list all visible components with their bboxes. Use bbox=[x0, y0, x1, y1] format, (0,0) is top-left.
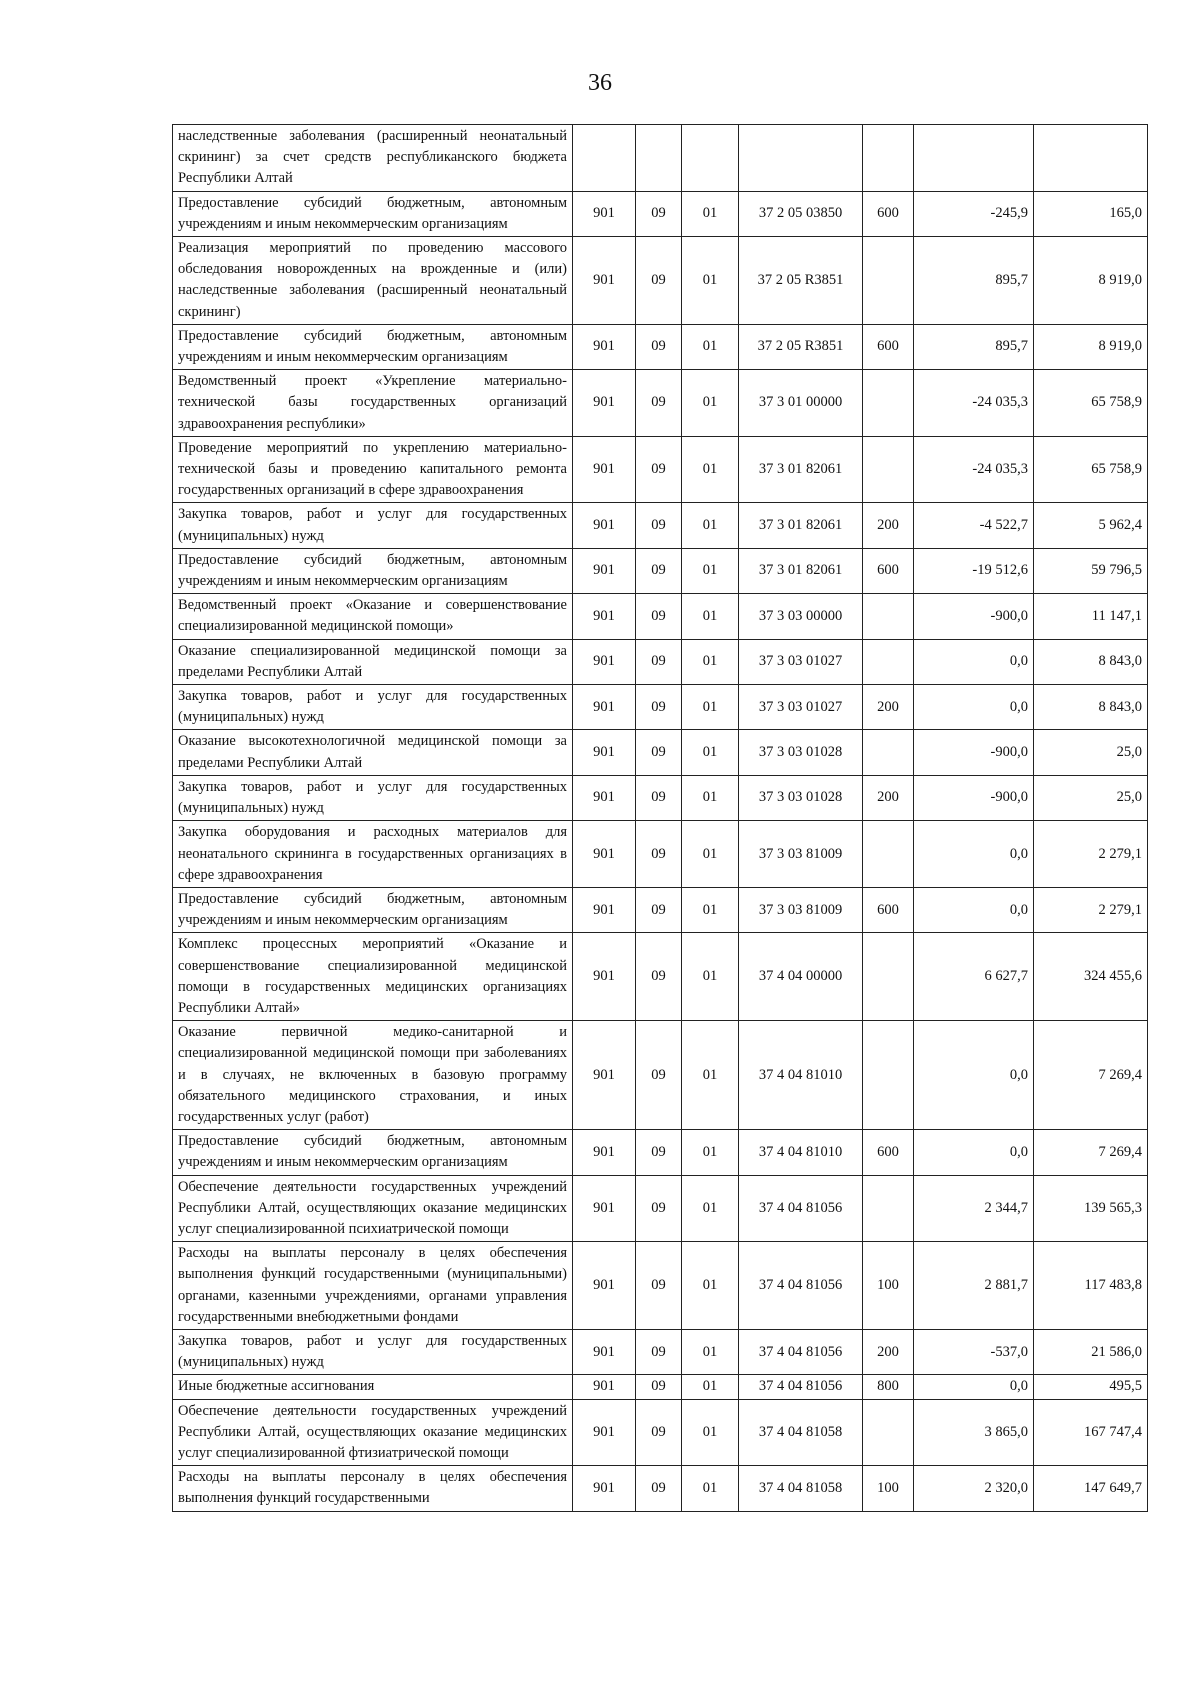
table-row bbox=[173, 775, 1148, 820]
cell-total-amount: 8 919,0 bbox=[1034, 237, 1148, 325]
cell-target-article: 37 4 04 81056 bbox=[739, 1375, 863, 1399]
cell-admin-code: 901 bbox=[573, 370, 636, 437]
cell-target-article: 37 4 04 81056 bbox=[739, 1242, 863, 1330]
cell-description: Ведомственный проект «Укрепление материально-технической базы государственных организаций здравоохранения республики» bbox=[173, 370, 573, 437]
cell-section: 09 bbox=[636, 237, 682, 325]
cell-subsection: 01 bbox=[682, 503, 739, 548]
cell-description: Оказание высокотехнологичной медицинской помощи за пределами Республики Алтай bbox=[173, 730, 573, 775]
cell-description: Предоставление субсидий бюджетным, автономным учреждениям и иным некоммерческим организациям bbox=[173, 1130, 573, 1175]
cell-subsection: 01 bbox=[682, 1466, 739, 1511]
cell-target-article: 37 2 05 03850 bbox=[739, 191, 863, 236]
cell-change-amount: 0,0 bbox=[914, 685, 1034, 730]
cell-section: 09 bbox=[636, 594, 682, 639]
cell-expense-type: 200 bbox=[863, 775, 914, 820]
cell-total-amount bbox=[1034, 125, 1148, 192]
cell-target-article: 37 4 04 81058 bbox=[739, 1466, 863, 1511]
cell-target-article: 37 3 03 81009 bbox=[739, 821, 863, 888]
cell-description: Закупка товаров, работ и услуг для государственных (муниципальных) нужд bbox=[173, 1329, 573, 1374]
cell-total-amount: 167 747,4 bbox=[1034, 1399, 1148, 1466]
table-row bbox=[173, 730, 1148, 775]
table-row bbox=[173, 639, 1148, 684]
cell-section: 09 bbox=[636, 436, 682, 503]
cell-admin-code: 901 bbox=[573, 685, 636, 730]
cell-target-article: 37 4 04 81058 bbox=[739, 1399, 863, 1466]
cell-change-amount: 0,0 bbox=[914, 1021, 1034, 1130]
table-row bbox=[173, 237, 1148, 325]
cell-description: Оказание первичной медико-санитарной и специализированной медицинской помощи при заболеваниях и в случаях, не включенных в базовую программу обязательного медицинского страхования, и иных государственных услуг (работ) bbox=[173, 1021, 573, 1130]
cell-change-amount: -245,9 bbox=[914, 191, 1034, 236]
cell-description: Закупка товаров, работ и услуг для государственных (муниципальных) нужд bbox=[173, 503, 573, 548]
cell-change-amount bbox=[914, 125, 1034, 192]
cell-subsection: 01 bbox=[682, 324, 739, 369]
cell-subsection: 01 bbox=[682, 1021, 739, 1130]
cell-expense-type bbox=[863, 1399, 914, 1466]
cell-expense-type: 600 bbox=[863, 324, 914, 369]
cell-admin-code: 901 bbox=[573, 933, 636, 1021]
cell-description: Закупка оборудования и расходных материалов для неонатального скрининга в государственных организациях в сфере здравоохранения bbox=[173, 821, 573, 888]
cell-section: 09 bbox=[636, 821, 682, 888]
table-body bbox=[173, 125, 1148, 1512]
cell-subsection: 01 bbox=[682, 1130, 739, 1175]
cell-description: Обеспечение деятельности государственных учреждений Республики Алтай, осуществляющих оказание медицинских услуг специализированной психиатрической помощи bbox=[173, 1175, 573, 1242]
cell-subsection: 01 bbox=[682, 548, 739, 593]
table-row bbox=[173, 821, 1148, 888]
cell-expense-type: 600 bbox=[863, 191, 914, 236]
cell-admin-code: 901 bbox=[573, 1021, 636, 1130]
cell-section: 09 bbox=[636, 191, 682, 236]
cell-expense-type: 800 bbox=[863, 1375, 914, 1399]
cell-admin-code: 901 bbox=[573, 1329, 636, 1374]
cell-change-amount: 6 627,7 bbox=[914, 933, 1034, 1021]
cell-subsection: 01 bbox=[682, 436, 739, 503]
cell-subsection: 01 bbox=[682, 933, 739, 1021]
cell-admin-code: 901 bbox=[573, 887, 636, 932]
cell-section: 09 bbox=[636, 1399, 682, 1466]
cell-subsection bbox=[682, 125, 739, 192]
budget-table bbox=[172, 124, 1148, 1512]
table-row bbox=[173, 503, 1148, 548]
cell-change-amount: 0,0 bbox=[914, 1130, 1034, 1175]
table-row bbox=[173, 548, 1148, 593]
cell-subsection: 01 bbox=[682, 775, 739, 820]
cell-admin-code: 901 bbox=[573, 821, 636, 888]
cell-expense-type bbox=[863, 237, 914, 325]
cell-section: 09 bbox=[636, 503, 682, 548]
cell-description: Предоставление субсидий бюджетным, автономным учреждениям и иным некоммерческим организациям bbox=[173, 324, 573, 369]
cell-section: 09 bbox=[636, 1375, 682, 1399]
cell-section bbox=[636, 125, 682, 192]
cell-target-article: 37 2 05 R3851 bbox=[739, 237, 863, 325]
cell-admin-code: 901 bbox=[573, 436, 636, 503]
cell-expense-type bbox=[863, 730, 914, 775]
cell-target-article: 37 4 04 81056 bbox=[739, 1175, 863, 1242]
table-row bbox=[173, 324, 1148, 369]
cell-description: Иные бюджетные ассигнования bbox=[173, 1375, 573, 1399]
table-row bbox=[173, 436, 1148, 503]
cell-expense-type: 600 bbox=[863, 548, 914, 593]
cell-expense-type bbox=[863, 125, 914, 192]
cell-section: 09 bbox=[636, 370, 682, 437]
cell-description: Расходы на выплаты персоналу в целях обеспечения выполнения функций государственными bbox=[173, 1466, 573, 1511]
cell-target-article: 37 4 04 81010 bbox=[739, 1130, 863, 1175]
cell-total-amount: 8 843,0 bbox=[1034, 639, 1148, 684]
cell-target-article: 37 4 04 81056 bbox=[739, 1329, 863, 1374]
cell-section: 09 bbox=[636, 1021, 682, 1130]
cell-admin-code: 901 bbox=[573, 548, 636, 593]
cell-description: Закупка товаров, работ и услуг для государственных (муниципальных) нужд bbox=[173, 685, 573, 730]
cell-expense-type: 600 bbox=[863, 1130, 914, 1175]
cell-subsection: 01 bbox=[682, 887, 739, 932]
cell-target-article bbox=[739, 125, 863, 192]
table-row bbox=[173, 1242, 1148, 1330]
cell-expense-type bbox=[863, 821, 914, 888]
cell-total-amount: 5 962,4 bbox=[1034, 503, 1148, 548]
cell-total-amount: 2 279,1 bbox=[1034, 887, 1148, 932]
cell-subsection: 01 bbox=[682, 1399, 739, 1466]
cell-description: Реализация мероприятий по проведению массового обследования новорожденных на врожденные и (или) наследственные заболевания (расширенный неонатальный скрининг) bbox=[173, 237, 573, 325]
cell-change-amount: 3 865,0 bbox=[914, 1399, 1034, 1466]
cell-admin-code: 901 bbox=[573, 594, 636, 639]
cell-section: 09 bbox=[636, 887, 682, 932]
cell-expense-type bbox=[863, 370, 914, 437]
table-row bbox=[173, 1175, 1148, 1242]
cell-section: 09 bbox=[636, 1242, 682, 1330]
cell-total-amount: 65 758,9 bbox=[1034, 370, 1148, 437]
cell-total-amount: 8 919,0 bbox=[1034, 324, 1148, 369]
cell-change-amount: 2 320,0 bbox=[914, 1466, 1034, 1511]
table-row bbox=[173, 1466, 1148, 1511]
cell-description: Обеспечение деятельности государственных учреждений Республики Алтай, осуществляющих оказание медицинских услуг специализированной фтизиатрической помощи bbox=[173, 1399, 573, 1466]
cell-expense-type bbox=[863, 639, 914, 684]
cell-target-article: 37 3 03 01027 bbox=[739, 639, 863, 684]
cell-target-article: 37 2 05 R3851 bbox=[739, 324, 863, 369]
cell-section: 09 bbox=[636, 775, 682, 820]
cell-subsection: 01 bbox=[682, 237, 739, 325]
cell-section: 09 bbox=[636, 324, 682, 369]
cell-expense-type bbox=[863, 1021, 914, 1130]
cell-change-amount: -537,0 bbox=[914, 1329, 1034, 1374]
cell-total-amount: 2 279,1 bbox=[1034, 821, 1148, 888]
cell-expense-type: 600 bbox=[863, 887, 914, 932]
cell-subsection: 01 bbox=[682, 191, 739, 236]
cell-subsection: 01 bbox=[682, 821, 739, 888]
cell-expense-type: 100 bbox=[863, 1466, 914, 1511]
table-row bbox=[173, 1329, 1148, 1374]
cell-admin-code: 901 bbox=[573, 775, 636, 820]
cell-description: Закупка товаров, работ и услуг для государственных (муниципальных) нужд bbox=[173, 775, 573, 820]
cell-description: Оказание специализированной медицинской помощи за пределами Республики Алтай bbox=[173, 639, 573, 684]
cell-change-amount: -4 522,7 bbox=[914, 503, 1034, 548]
cell-target-article: 37 3 03 01028 bbox=[739, 730, 863, 775]
cell-subsection: 01 bbox=[682, 639, 739, 684]
table-row bbox=[173, 1375, 1148, 1399]
cell-subsection: 01 bbox=[682, 370, 739, 437]
cell-change-amount: -900,0 bbox=[914, 594, 1034, 639]
cell-change-amount: 895,7 bbox=[914, 324, 1034, 369]
cell-change-amount: -19 512,6 bbox=[914, 548, 1034, 593]
table-row bbox=[173, 1399, 1148, 1466]
table-row bbox=[173, 1021, 1148, 1130]
cell-description: наследственные заболевания (расширенный неонатальный скрининг) за счет средств республиканского бюджета Республики Алтай bbox=[173, 125, 573, 192]
cell-change-amount: 2 881,7 bbox=[914, 1242, 1034, 1330]
cell-total-amount: 25,0 bbox=[1034, 730, 1148, 775]
cell-section: 09 bbox=[636, 685, 682, 730]
cell-description: Комплекс процессных мероприятий «Оказание и совершенствование специализированной медицинской помощи в государственных медицинских организациях Республики Алтай» bbox=[173, 933, 573, 1021]
cell-total-amount: 25,0 bbox=[1034, 775, 1148, 820]
cell-admin-code: 901 bbox=[573, 730, 636, 775]
cell-expense-type bbox=[863, 933, 914, 1021]
cell-total-amount: 59 796,5 bbox=[1034, 548, 1148, 593]
cell-change-amount: 895,7 bbox=[914, 237, 1034, 325]
cell-total-amount: 139 565,3 bbox=[1034, 1175, 1148, 1242]
cell-total-amount: 65 758,9 bbox=[1034, 436, 1148, 503]
table-row bbox=[173, 370, 1148, 437]
cell-expense-type: 200 bbox=[863, 1329, 914, 1374]
cell-expense-type: 100 bbox=[863, 1242, 914, 1330]
cell-admin-code: 901 bbox=[573, 639, 636, 684]
cell-expense-type bbox=[863, 436, 914, 503]
cell-subsection: 01 bbox=[682, 1375, 739, 1399]
cell-description: Предоставление субсидий бюджетным, автономным учреждениям и иным некоммерческим организациям bbox=[173, 191, 573, 236]
cell-subsection: 01 bbox=[682, 685, 739, 730]
cell-change-amount: -24 035,3 bbox=[914, 436, 1034, 503]
cell-section: 09 bbox=[636, 1175, 682, 1242]
cell-target-article: 37 3 01 82061 bbox=[739, 503, 863, 548]
cell-subsection: 01 bbox=[682, 1242, 739, 1330]
cell-admin-code: 901 bbox=[573, 191, 636, 236]
cell-admin-code: 901 bbox=[573, 503, 636, 548]
cell-target-article: 37 3 03 01028 bbox=[739, 775, 863, 820]
cell-admin-code: 901 bbox=[573, 1130, 636, 1175]
cell-total-amount: 7 269,4 bbox=[1034, 1130, 1148, 1175]
cell-expense-type bbox=[863, 594, 914, 639]
cell-total-amount: 324 455,6 bbox=[1034, 933, 1148, 1021]
cell-subsection: 01 bbox=[682, 594, 739, 639]
cell-change-amount: 0,0 bbox=[914, 821, 1034, 888]
cell-target-article: 37 3 03 00000 bbox=[739, 594, 863, 639]
cell-admin-code bbox=[573, 125, 636, 192]
cell-total-amount: 495,5 bbox=[1034, 1375, 1148, 1399]
table-row bbox=[173, 933, 1148, 1021]
cell-section: 09 bbox=[636, 1329, 682, 1374]
cell-total-amount: 147 649,7 bbox=[1034, 1466, 1148, 1511]
table-row bbox=[173, 191, 1148, 236]
cell-admin-code: 901 bbox=[573, 1466, 636, 1511]
cell-admin-code: 901 bbox=[573, 237, 636, 325]
table-row bbox=[173, 125, 1148, 192]
cell-change-amount: 0,0 bbox=[914, 887, 1034, 932]
cell-target-article: 37 3 01 82061 bbox=[739, 548, 863, 593]
cell-subsection: 01 bbox=[682, 1175, 739, 1242]
cell-change-amount: 0,0 bbox=[914, 639, 1034, 684]
cell-target-article: 37 3 03 01027 bbox=[739, 685, 863, 730]
cell-admin-code: 901 bbox=[573, 1375, 636, 1399]
cell-total-amount: 8 843,0 bbox=[1034, 685, 1148, 730]
cell-total-amount: 165,0 bbox=[1034, 191, 1148, 236]
cell-change-amount: 0,0 bbox=[914, 1375, 1034, 1399]
cell-total-amount: 11 147,1 bbox=[1034, 594, 1148, 639]
cell-description: Расходы на выплаты персоналу в целях обеспечения выполнения функций государственными (муниципальными) органами, казенными учреждениями, органами управления государственными внебюджетными фондами bbox=[173, 1242, 573, 1330]
cell-admin-code: 901 bbox=[573, 1175, 636, 1242]
cell-section: 09 bbox=[636, 730, 682, 775]
table-row bbox=[173, 1130, 1148, 1175]
cell-expense-type: 200 bbox=[863, 685, 914, 730]
cell-expense-type bbox=[863, 1175, 914, 1242]
table-row bbox=[173, 887, 1148, 932]
cell-subsection: 01 bbox=[682, 730, 739, 775]
cell-change-amount: -900,0 bbox=[914, 775, 1034, 820]
cell-admin-code: 901 bbox=[573, 1399, 636, 1466]
cell-section: 09 bbox=[636, 1466, 682, 1511]
cell-change-amount: 2 344,7 bbox=[914, 1175, 1034, 1242]
table-row bbox=[173, 594, 1148, 639]
cell-subsection: 01 bbox=[682, 1329, 739, 1374]
cell-expense-type: 200 bbox=[863, 503, 914, 548]
cell-target-article: 37 3 01 82061 bbox=[739, 436, 863, 503]
cell-total-amount: 7 269,4 bbox=[1034, 1021, 1148, 1130]
cell-section: 09 bbox=[636, 548, 682, 593]
cell-admin-code: 901 bbox=[573, 324, 636, 369]
page-number: 36 bbox=[588, 70, 612, 96]
cell-change-amount: -900,0 bbox=[914, 730, 1034, 775]
cell-section: 09 bbox=[636, 639, 682, 684]
cell-total-amount: 117 483,8 bbox=[1034, 1242, 1148, 1330]
cell-description: Проведение мероприятий по укреплению материально-технической базы и проведению капитального ремонта государственных организаций в сфере здравоохранения bbox=[173, 436, 573, 503]
cell-change-amount: -24 035,3 bbox=[914, 370, 1034, 437]
cell-target-article: 37 4 04 00000 bbox=[739, 933, 863, 1021]
cell-section: 09 bbox=[636, 933, 682, 1021]
cell-description: Предоставление субсидий бюджетным, автономным учреждениям и иным некоммерческим организациям bbox=[173, 548, 573, 593]
cell-description: Предоставление субсидий бюджетным, автономным учреждениям и иным некоммерческим организациям bbox=[173, 887, 573, 932]
cell-section: 09 bbox=[636, 1130, 682, 1175]
cell-description: Ведомственный проект «Оказание и совершенствование специализированной медицинской помощи» bbox=[173, 594, 573, 639]
cell-admin-code: 901 bbox=[573, 1242, 636, 1330]
cell-target-article: 37 4 04 81010 bbox=[739, 1021, 863, 1130]
cell-target-article: 37 3 03 81009 bbox=[739, 887, 863, 932]
cell-total-amount: 21 586,0 bbox=[1034, 1329, 1148, 1374]
table-row bbox=[173, 685, 1148, 730]
cell-target-article: 37 3 01 00000 bbox=[739, 370, 863, 437]
